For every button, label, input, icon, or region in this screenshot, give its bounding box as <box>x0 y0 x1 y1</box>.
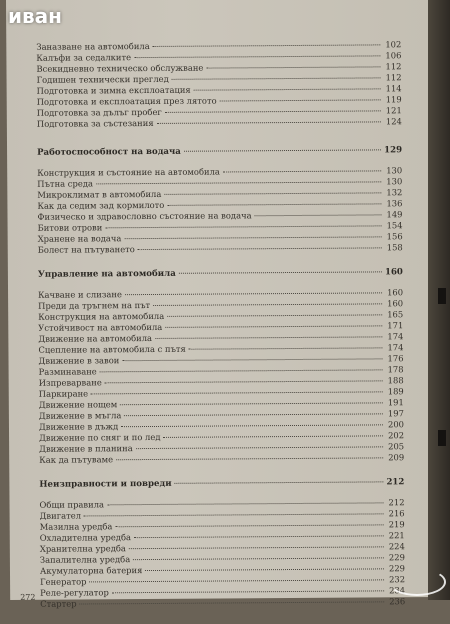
toc-entry-title: Хранителна уредба <box>39 543 126 554</box>
dot-leader <box>116 457 383 460</box>
dot-leader <box>194 88 381 90</box>
toc-entry-page: 121 <box>385 105 402 116</box>
dot-leader <box>112 590 384 593</box>
dot-leader <box>223 170 381 172</box>
dot-leader <box>133 557 384 560</box>
dot-leader <box>172 77 381 79</box>
toc-entry-page: 216 <box>388 508 405 519</box>
toc-entry <box>37 116 402 130</box>
watermark-text: иван <box>8 4 62 28</box>
toc-entry <box>39 452 404 466</box>
logo-ring-icon <box>388 568 446 596</box>
section-heading-title: Управление на автомобила <box>37 268 176 280</box>
dot-leader <box>91 391 383 394</box>
toc-entry-title: Конструкция на автомобила <box>38 310 165 322</box>
toc-entry-page: 232 <box>389 574 406 585</box>
dot-leader <box>165 110 381 113</box>
toc-entry-page: 221 <box>388 530 405 541</box>
toc-entry-title: Как да пътуваме <box>39 454 114 465</box>
toc-entry-title: Движение нощем <box>38 399 118 410</box>
toc-entry-page: 171 <box>387 320 404 331</box>
dot-leader <box>206 66 380 68</box>
toc-entry-page: 132 <box>386 187 403 198</box>
toc-section <box>38 267 404 466</box>
toc-entry-title: Подготовка и експлоатация през лятото <box>36 95 217 107</box>
toc-entry-title: Годишен технически преглед <box>36 73 169 85</box>
toc-entry-page: 178 <box>387 364 404 375</box>
toc-entry-title: Разминаване <box>38 366 97 377</box>
toc-entry-title: Преди да тръгнем на път <box>38 300 151 311</box>
toc-entry-page: 205 <box>388 441 405 452</box>
toc-entry-page: 130 <box>386 176 403 187</box>
dot-leader <box>105 380 383 383</box>
dot-leader <box>220 99 381 101</box>
dot-leader <box>121 424 383 427</box>
dot-leader <box>134 535 384 538</box>
section-heading <box>39 477 404 491</box>
toc-entry-page: 234 <box>389 585 406 596</box>
toc-entry-title: Общи правила <box>39 499 105 510</box>
dot-leader <box>136 446 383 449</box>
toc-entry-page: 191 <box>387 397 404 408</box>
dot-leader <box>255 214 382 216</box>
toc-entry-title: Движение в завои <box>38 355 120 366</box>
toc-entry-page: 197 <box>387 408 404 419</box>
toc-entry-page: 124 <box>385 116 402 127</box>
dot-leader <box>105 225 381 228</box>
dot-leader <box>122 358 382 361</box>
dot-leader <box>84 513 384 516</box>
toc-entry-title: Мазилна уредба <box>39 521 113 532</box>
dot-leader <box>124 413 383 416</box>
dot-leader <box>129 546 384 549</box>
dot-leader <box>179 271 382 273</box>
section-heading-title: Работоспособност на водача <box>37 146 181 158</box>
toc-entry-page: 236 <box>389 596 406 607</box>
dot-leader <box>96 181 381 184</box>
dot-leader <box>165 325 382 328</box>
toc-entry-title: Генератор <box>40 576 87 587</box>
section-heading-page: 160 <box>384 267 403 278</box>
dot-leader <box>120 402 383 405</box>
toc-entry-title: Пътна среда <box>37 178 93 189</box>
toc-entry-page: 165 <box>387 309 404 320</box>
toc-entry <box>38 242 403 256</box>
dot-leader <box>157 121 381 124</box>
toc-entry-page: 106 <box>385 50 402 61</box>
toc-entry-title: Микроклимат в автомобила <box>37 188 162 200</box>
toc-entry-title: Как да седим зад кормилото <box>37 199 165 211</box>
section-heading-page: 212 <box>386 477 405 488</box>
toc-entry-title: Стартер <box>40 598 77 609</box>
dot-leader <box>184 149 381 151</box>
toc-entry-page: 112 <box>385 61 402 72</box>
toc-entry-title: Движение на автомобила <box>38 332 153 344</box>
toc-entry-page: 224 <box>388 541 405 552</box>
toc-section <box>37 145 403 256</box>
table-of-contents <box>36 39 405 624</box>
toc-entry-title: Запалителна уредба <box>39 554 131 565</box>
toc-entry-title: Движение в планина <box>39 443 133 454</box>
dot-leader <box>100 369 383 372</box>
toc-entry-title: Болест на пътуването <box>37 244 135 255</box>
bazar-logo <box>386 566 444 594</box>
toc-entry-page: 229 <box>388 563 406 574</box>
toc-entry-title: Движение по сняг и по лед <box>39 431 161 443</box>
toc-entry-title: Движение в дъжд <box>38 421 119 432</box>
toc-entry-title: Физическо и здравословно състояние на водача <box>37 210 252 222</box>
toc-entry-page: 212 <box>388 497 405 508</box>
toc-entry-title: Конструкция и състояние на автомобила <box>37 166 220 178</box>
dot-leader <box>163 435 383 438</box>
toc-entry-title: Двигател <box>39 510 82 521</box>
toc-entry-page: 160 <box>387 287 404 298</box>
toc-entry-page: 149 <box>386 209 403 220</box>
book-page <box>6 0 435 609</box>
toc-entry-title: Подготовка за състезания <box>36 117 154 129</box>
dot-leader <box>153 303 382 306</box>
dot-leader <box>125 292 382 295</box>
toc-entry-page: 130 <box>386 165 403 176</box>
dot-leader <box>89 579 384 582</box>
toc-entry-page: 158 <box>386 242 403 253</box>
dot-leader <box>153 44 381 47</box>
toc-entry-page: 102 <box>385 39 402 50</box>
section-heading <box>38 267 403 281</box>
toc-entry-page: 154 <box>386 220 403 231</box>
dot-leader <box>167 203 381 205</box>
toc-entry-page: 188 <box>387 375 404 386</box>
toc-entry-title: Битови отрови <box>37 222 103 233</box>
toc-entry-page: 174 <box>387 331 404 342</box>
toc-entry-title: Заназване на автомобила <box>36 40 150 52</box>
toc-entry-title: Реле-регулатор <box>40 587 109 598</box>
toc-entry-page: 119 <box>385 94 402 105</box>
page-footer: 272 <box>20 592 36 602</box>
edge-mark <box>438 430 446 446</box>
dot-leader <box>175 481 384 483</box>
dot-leader <box>107 502 384 505</box>
toc-entry-page: 156 <box>386 231 403 242</box>
toc-entry-page: 114 <box>385 83 402 94</box>
edge-mark <box>438 288 446 304</box>
toc-entry-page: 219 <box>388 519 405 530</box>
section-heading-title: Неизправности и повреди <box>39 478 172 490</box>
dot-leader <box>80 601 385 604</box>
toc-entry-title: Калъфи за седалките <box>36 52 132 63</box>
toc-entry-page: 176 <box>387 353 404 364</box>
dot-leader <box>167 314 382 317</box>
toc-section <box>36 39 402 130</box>
toc-entry-title: Сцепление на автомобила с пътя <box>38 343 186 355</box>
dot-leader <box>189 347 383 349</box>
toc-entry-page: 209 <box>388 452 405 463</box>
toc-entry-title: Подготовка и зимна експлоатация <box>36 84 191 96</box>
dot-leader <box>124 236 381 239</box>
toc-entry-title: Движение в мъгла <box>38 410 122 421</box>
dot-leader <box>145 568 384 571</box>
toc-entry-title: Хранене на водача <box>37 233 122 244</box>
toc-entry-page: 174 <box>387 342 404 353</box>
toc-entry-page: 112 <box>385 72 402 83</box>
toc-entry-title: Подготовка за дълъг пробег <box>36 106 162 118</box>
dot-leader <box>115 524 383 527</box>
toc-entry-page: 229 <box>388 552 405 563</box>
toc-entry-title: Изпреварване <box>38 377 102 388</box>
toc-entry-title: Всекидневно техническо обслужване <box>36 62 204 74</box>
dot-leader <box>164 192 381 195</box>
toc-entry-page: 160 <box>387 298 404 309</box>
section-heading-page: 129 <box>384 145 403 156</box>
dot-leader <box>134 55 380 58</box>
toc-entry-page: 189 <box>387 386 404 397</box>
dot-leader <box>138 247 382 250</box>
toc-entry-page: 136 <box>386 198 403 209</box>
book-edge <box>428 0 450 600</box>
toc-entry-title: Акумулаторна батерия <box>39 565 143 576</box>
toc-entry-page: 202 <box>388 430 405 441</box>
toc-entry-title: Устойчивост на автомобила <box>38 321 163 333</box>
dot-leader <box>155 336 382 339</box>
toc-entry-page: 200 <box>387 419 405 430</box>
toc-entry-title: Паркиране <box>38 388 89 399</box>
section-heading <box>37 145 402 159</box>
toc-section <box>39 477 405 610</box>
toc-entry-title: Качване и слизане <box>38 289 122 300</box>
toc-entry-title: Охладителна уредба <box>39 532 132 543</box>
